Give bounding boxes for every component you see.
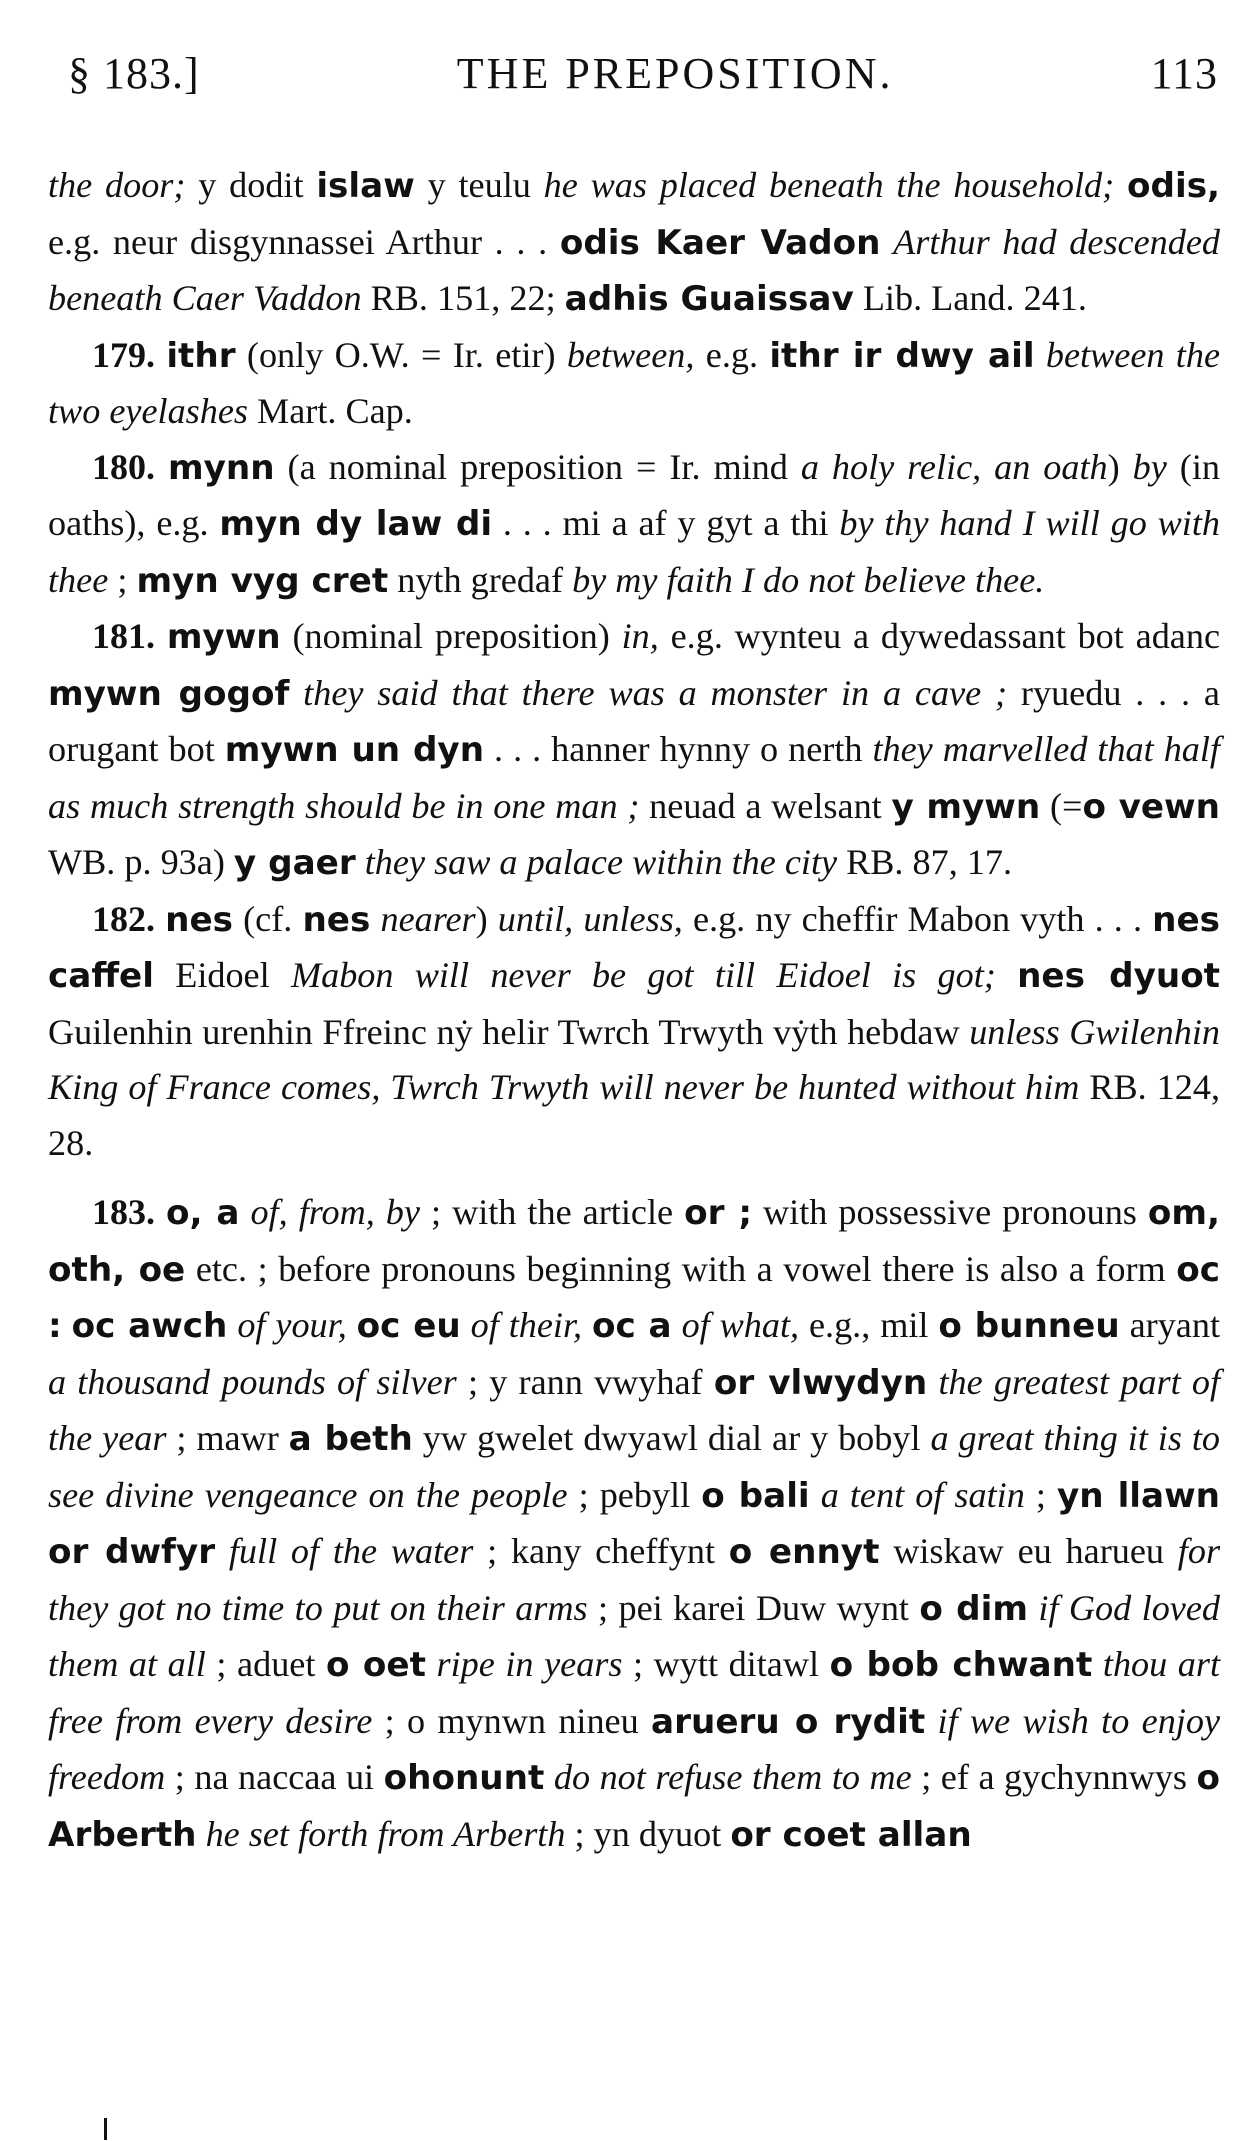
welsh-term: nes dyuot [1017,956,1221,996]
text-run: ; ef a gychynnwys [911,1757,1197,1797]
text-run: (nominal preposition) [280,616,622,656]
welsh-term: or ; [684,1193,752,1233]
text-run [810,1475,821,1515]
welsh-term: oc awch [71,1306,228,1346]
text-run: ; with the article [419,1192,685,1232]
section-number: 181. [92,616,155,656]
section-reference: § 183.] [68,49,200,98]
welsh-term: oc eu [356,1306,461,1346]
welsh-term: y mywn [891,786,1041,827]
text-run: Guilenhin urenhin Ffreinc nẏ helir Twrch Trwyth vẏth hebdaw [48,1011,970,1052]
welsh-term: nes [165,899,233,940]
text-run: y teulu [414,165,544,205]
welsh-term: yn llawn or dwfyr [48,1475,1220,1572]
english-gloss: if God loved them at all [48,1587,1221,1684]
english-gloss: Arthur had descended beneath Caer Vaddon [48,221,1220,318]
text-run [1028,1588,1038,1628]
text-run [1092,1644,1103,1684]
text-run: ; yn dyuot [565,1813,731,1854]
welsh-term: om, oth, oe [48,1193,1221,1290]
text-run [925,1701,937,1741]
welsh-term: mywn gogof [48,673,290,714]
text-run [155,616,167,656]
english-gloss: they saw a palace within the city [364,842,838,882]
text-run: ; [108,559,137,600]
text-run: yw gwelet dwyawl dial ar y bobyl [412,1418,931,1458]
english-gloss: full of the water [228,1531,474,1571]
welsh-term: o dim [919,1588,1028,1629]
text-run: RB. 124, 28. [48,1067,1220,1163]
text-run: (only O.W. = Ir. etir) [235,334,567,375]
text-run: e.g. ny cheffir Mabon vyth . . . [682,898,1153,939]
text-run [880,222,893,262]
text-run: Eidoel [153,955,291,995]
text-run [582,1305,592,1345]
text-run [927,1362,938,1402]
english-gloss: the greatest part of the year [48,1361,1221,1458]
text-run: ; pebyll [567,1474,702,1515]
chapter-title: THE PREPOSITION. [456,49,894,98]
english-gloss: a thousand pounds of silver [48,1361,457,1402]
text-run: e.g. neur disgynnassei Arthur . . . [48,221,560,262]
text-run: Mart. Cap. [248,391,413,431]
text-run: neuad a welsant [639,785,892,826]
welsh-term: myn dy law di [219,504,493,544]
text-run [356,842,365,882]
english-gloss: unless Gwilenhin King of France comes, Twrch Trwyth will never be hunted without him [48,1011,1221,1107]
text-run: ; y rann vwyhaf [456,1361,714,1402]
text-run: e.g. [694,334,770,375]
welsh-term: ithr [166,335,236,376]
text-run [672,1305,682,1345]
section-number: 180. [92,446,155,487]
welsh-term: adhis Guaissav [564,279,854,319]
english-gloss: by [1132,446,1167,487]
text-run: e.g. wynteu a dywedassant bot adanc [658,616,1221,656]
english-gloss: Mabon will never be got till Eidoel is got; [290,955,996,995]
running-header [68,48,1218,99]
welsh-term: y gaer [233,843,356,883]
welsh-term: odis, [1127,166,1221,206]
text-run: nyth gredaf [388,559,573,600]
welsh-term: oc : [48,1249,1220,1346]
english-gloss: the door; [48,165,186,205]
welsh-term: o, a [166,1193,240,1233]
welsh-term: o Arberth [48,1758,1220,1855]
section-number: 179. [92,334,155,375]
paragraph-p183 [48,1185,1220,1863]
text-run [155,335,166,375]
text-run: ; aduet [205,1644,326,1684]
welsh-term: o bunneu [938,1306,1120,1346]
paragraph-p180 [48,440,1220,610]
welsh-term: o ennyt [728,1532,880,1572]
english-gloss: a great thing it is to see divine vengeance on the people [48,1418,1221,1515]
english-gloss: if we wish to enjoy freedom [48,1700,1221,1797]
text-run: Lib. Land. 241. [853,278,1087,318]
welsh-term: o vewn [1082,786,1220,827]
text-run: . . . hanner hynny o nerth [484,729,873,769]
text-run: wiskaw eu harueu [879,1531,1178,1571]
english-gloss: a holy relic, an oath [800,446,1108,487]
text-run: ; pei karei Duw wynt [587,1587,920,1628]
welsh-term: or coet allan [730,1814,972,1855]
english-gloss: of, from, by [250,1192,420,1232]
english-gloss: by thy hand I will go with thee [48,503,1220,600]
welsh-term: myn vyg cret [136,560,389,601]
text-run [996,955,1017,995]
english-gloss: of your, [237,1305,347,1345]
welsh-term: nes caffel [48,899,1221,996]
text-run: (= [1040,785,1083,826]
welsh-term: a beth [288,1419,413,1459]
paragraph-p181 [48,609,1220,892]
text-run: ) [1107,446,1133,487]
english-gloss: do not refuse them to me [553,1757,912,1797]
english-gloss: thou art free from every desire [48,1644,1221,1741]
welsh-term: or vlwydyn [713,1362,928,1403]
english-gloss: nearer [380,898,476,939]
text-run: ) [475,898,498,939]
text-run: ; kany cheffynt [473,1531,729,1571]
english-gloss: for they got no time to put on their arms [48,1531,1221,1628]
text-run [1114,165,1127,205]
text-run [155,1192,166,1232]
welsh-term: ithr ir dwy ail [769,335,1035,376]
welsh-term: islaw [316,166,415,206]
english-gloss: until, unless, [497,898,683,939]
english-gloss: by my faith I do not believe thee. [572,559,1045,600]
english-gloss: in, [621,616,659,656]
text-run: . . . mi a af y gyt a thi [492,503,840,543]
text-run [289,673,303,713]
english-gloss: they said that there was a monster in a cave ; [303,672,1008,713]
text-run: ; [1024,1474,1058,1515]
welsh-term: o bali [701,1475,810,1516]
welsh-term: mywn [166,617,281,657]
text-run: RB. 87, 17. [837,842,1013,882]
text-run: y dodit [185,165,317,205]
welsh-term: arueru o rydit [651,1701,926,1742]
text-run [215,1531,229,1571]
text-run: (in oaths), e.g. [48,446,1220,543]
english-gloss: they marvelled that half as much strength should be in one man ; [48,729,1220,826]
text-run [197,1814,206,1854]
text-run [155,899,165,939]
english-gloss: of what, [681,1305,800,1345]
section-number: 182. [92,898,155,939]
text-run [347,1305,357,1345]
welsh-term: nes [302,899,371,940]
english-gloss: between the two eyelashes [48,334,1221,431]
text-run: (a nominal preposition = Ir. mind [274,446,801,487]
english-gloss: a tent of satin [820,1474,1025,1515]
text-run [426,1644,437,1684]
page-body [48,158,1220,1863]
text-run: with possessive pronouns [752,1192,1148,1232]
text-run: ; na naccaa ui [165,1757,384,1797]
text-run: etc. ; before pronouns beginning with a vowel there is also a form [185,1248,1177,1289]
text-run: RB. 151, 22; [361,278,565,318]
text-run: ; mawr [166,1418,289,1458]
text-run: ryuedu . . . a orugant bot [48,672,1220,769]
text-run [239,1192,250,1232]
welsh-term: oc a [592,1306,672,1346]
welsh-term: o bob chwant [829,1645,1093,1685]
paragraph-p178-cont [48,158,1220,328]
paragraph-p179 [48,328,1220,440]
text-run: (cf. [233,898,303,939]
text-run [370,899,380,939]
welsh-term: odis Kaer Vadon [559,222,881,263]
english-gloss: of their, [470,1305,583,1345]
text-run [544,1757,554,1797]
text-run [62,1305,72,1345]
welsh-term: o oet [325,1645,426,1685]
text-run [155,447,168,487]
page-number: 113 [1150,49,1218,98]
text-run [227,1305,237,1345]
text-run: aryant [1119,1305,1221,1345]
next-page-text-fragment [104,2118,117,2140]
text-run: ; wytt ditawl [622,1644,830,1684]
text-run [1035,335,1046,375]
section-number: 183. [92,1192,155,1232]
english-gloss: ripe in years [436,1644,623,1684]
welsh-term: ohonunt [383,1758,545,1798]
text-run: WB. p. 93a) [48,842,234,882]
paragraph-p182 [48,892,1220,1172]
text-run: ; o mynwn nineu [372,1700,652,1741]
welsh-term: mynn [167,447,275,488]
english-gloss: he set forth from Arberth [205,1813,566,1854]
text-run [461,1305,471,1345]
english-gloss: between, [566,334,695,375]
welsh-term: mywn un dyn [224,730,485,770]
english-gloss: he was placed beneath the household; [543,165,1115,205]
text-run: e.g., mil [799,1305,939,1345]
